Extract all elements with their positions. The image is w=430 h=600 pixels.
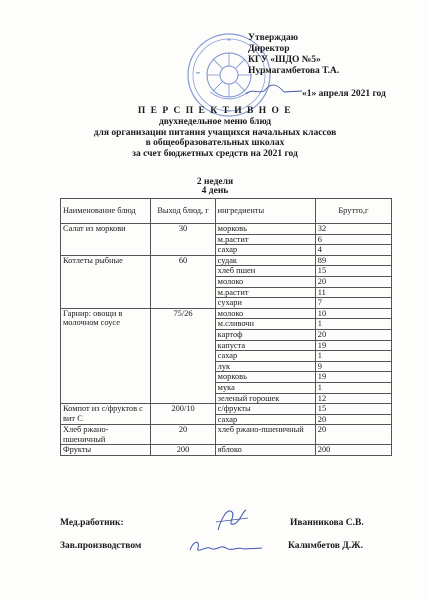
- medic-signature: [212, 504, 252, 534]
- medic-name: Иванникова С.В.: [290, 518, 364, 528]
- approval-director-name: Нурмагамбетова Т.А.: [248, 66, 340, 76]
- subtitle-line-1: двухнедельное меню блюд: [158, 117, 272, 127]
- chef-name: Калимбетов Д.Ж.: [288, 541, 363, 551]
- ingredient-cell: яблоко: [215, 445, 315, 456]
- table-header-row: [61, 199, 392, 224]
- dish-name-cell: Салат из моркови: [61, 224, 151, 256]
- header-gross: Брутто,г: [315, 199, 391, 224]
- ingredient-cell: м.растит: [215, 234, 315, 245]
- ingredient-cell: хлеб пшен: [215, 266, 315, 277]
- gross-weight-cell: 15: [315, 266, 391, 277]
- dish-name-cell: Гарнир: овощи в молочном соусе: [61, 308, 151, 403]
- medic-role: Мед.работник:: [60, 518, 124, 528]
- dish-output-cell: 200: [151, 445, 215, 456]
- gross-weight-cell: 1: [315, 382, 391, 393]
- approval-date: «1» апреля 2021 год: [302, 89, 386, 99]
- document-subtitle: [0, 117, 430, 159]
- dish-name-cell: Хлеб ржано-пшеничный: [61, 425, 151, 445]
- table-row: [61, 445, 392, 456]
- gross-weight-cell: 1: [315, 351, 391, 362]
- dish-name-cell: Фрукты: [61, 445, 151, 456]
- menu-table: [60, 198, 392, 456]
- document-heading: П Е Р С П Е К Т И В Н О Е: [137, 106, 293, 116]
- header-output: Выход блюд, г: [151, 199, 215, 224]
- table-row: [61, 425, 392, 445]
- dish-output-cell: 20: [151, 425, 215, 445]
- week-label: 2 неделя: [196, 177, 234, 187]
- ingredient-cell: сахар: [215, 245, 315, 256]
- gross-weight-cell: 12: [315, 393, 391, 404]
- ingredient-cell: капуста: [215, 340, 315, 351]
- approval-school: КГУ «ШДО №5»: [248, 55, 321, 65]
- director-signature: [244, 83, 304, 97]
- gross-weight-cell: 6: [315, 234, 391, 245]
- ingredient-cell: морковь: [215, 372, 315, 383]
- ingredient-cell: молоко: [215, 276, 315, 287]
- dish-output-cell: 75/26: [151, 308, 215, 403]
- gross-weight-cell: 15: [315, 404, 391, 415]
- gross-weight-cell: 20: [315, 276, 391, 287]
- subtitle-line-4: за счет бюджетных средств на 2021 год: [132, 148, 298, 159]
- approval-word: Утверждаю: [248, 33, 298, 43]
- dish-name-cell: Котлеты рыбные: [61, 255, 151, 308]
- ingredient-cell: лук: [215, 361, 315, 372]
- gross-weight-cell: 9: [315, 361, 391, 372]
- ingredient-cell: сухари: [215, 298, 315, 309]
- day-label: 4 день: [201, 186, 229, 196]
- gross-weight-cell: 32: [315, 224, 391, 235]
- table-row: [61, 404, 392, 415]
- dish-output-cell: 30: [151, 224, 215, 256]
- ingredient-cell: м.растит: [215, 287, 315, 298]
- week-day-label: [0, 178, 430, 196]
- gross-weight-cell: 89: [315, 255, 391, 266]
- table-row: [61, 308, 392, 319]
- ingredient-cell: морковь: [215, 224, 315, 235]
- approval-position: Директор: [248, 44, 290, 54]
- ingredient-cell: хлеб ржано-пшеничный: [215, 425, 315, 445]
- header-dish: Наименование блюд: [61, 199, 151, 224]
- dish-output-cell: 60: [151, 255, 215, 308]
- dish-name-cell: Компот из с/фруктов с вит С: [61, 404, 151, 425]
- gross-weight-cell: 20: [315, 425, 391, 445]
- gross-weight-cell: 1: [315, 319, 391, 330]
- table-row: [61, 255, 392, 266]
- ingredient-cell: молоко: [215, 308, 315, 319]
- ingredient-cell: зеленый горошек: [215, 393, 315, 404]
- gross-weight-cell: 4: [315, 245, 391, 256]
- ingredient-cell: картоф: [215, 329, 315, 340]
- gross-weight-cell: 19: [315, 372, 391, 383]
- ingredient-cell: мука: [215, 382, 315, 393]
- dish-output-cell: 200/10: [151, 404, 215, 425]
- table-row: [61, 224, 392, 235]
- gross-weight-cell: 20: [315, 329, 391, 340]
- ingredient-cell: сахар: [215, 414, 315, 425]
- ingredient-cell: м.сливочн: [215, 319, 315, 330]
- gross-weight-cell: 10: [315, 308, 391, 319]
- ingredient-cell: судак: [215, 255, 315, 266]
- gross-weight-cell: 200: [315, 445, 391, 456]
- header-ingredients: ингредиенты: [215, 199, 315, 224]
- gross-weight-cell: 20: [315, 414, 391, 425]
- chef-signature: [186, 536, 266, 558]
- ingredient-cell: сахар: [215, 351, 315, 362]
- gross-weight-cell: 19: [315, 340, 391, 351]
- subtitle-line-3: в общеобразовательных школах: [145, 138, 285, 148]
- ingredient-cell: с/фрукты: [215, 404, 315, 415]
- chef-role: Зав.производством: [60, 541, 142, 551]
- subtitle-line-2: для организации питания учащихся начальных классов: [93, 127, 337, 138]
- gross-weight-cell: 7: [315, 298, 391, 309]
- gross-weight-cell: 11: [315, 287, 391, 298]
